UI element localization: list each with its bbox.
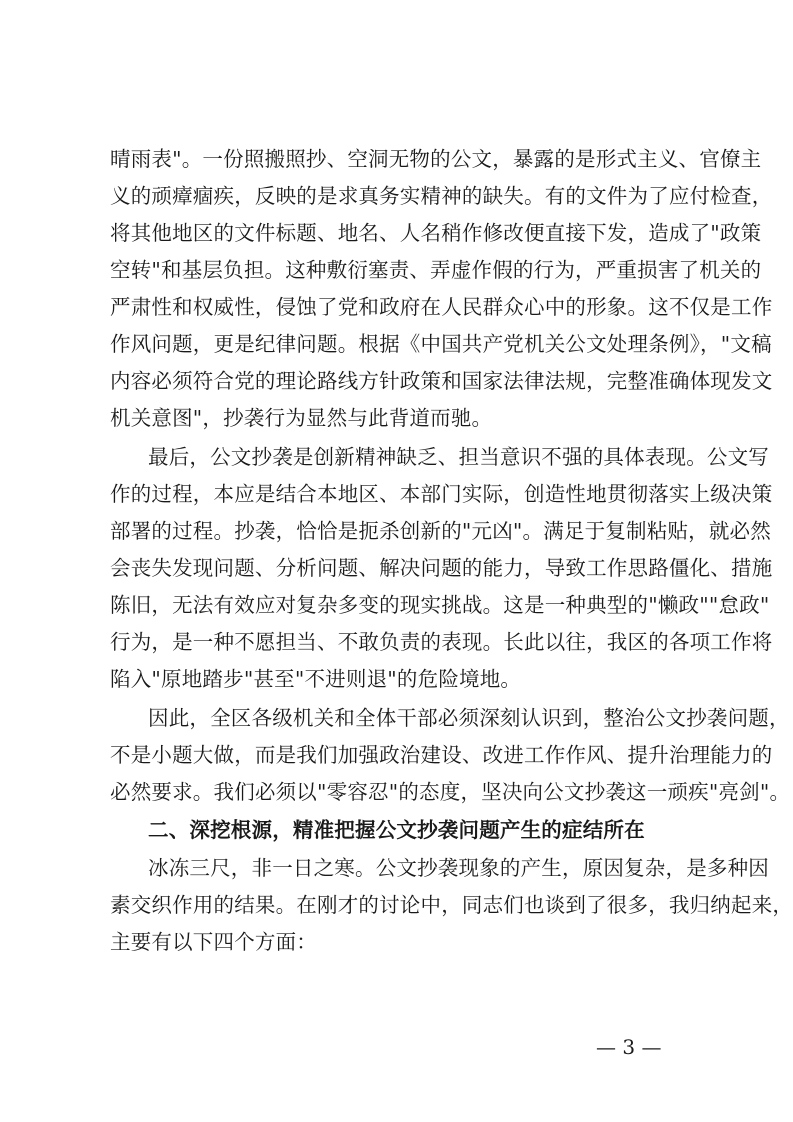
paragraph-line: 主要有以下四个方面： [110,930,317,954]
paragraph-first-line: 冰冻三尺，非一日之寒。公文抄袭现象的产生，原因复杂，是多种因 [148,856,769,880]
paragraph-line: 作的过程，本应是结合本地区、本部门实际，创造性地贯彻落实上级决策 [110,482,773,506]
paragraph-line: 义的顽瘴痼疾，反映的是求真务实精神的缺失。有的文件为了应付检查， [110,184,773,208]
paragraph-line: 内容必须符合党的理论路线方针政策和国家法律法规，完整准确体现发文 [110,369,773,393]
paragraph-line: 素交织作用的结果。在刚才的讨论中，同志们也谈到了很多，我归纳起来， [110,893,793,917]
paragraph-line: 行为，是一种不愿担当、不敢负责的表现。长此以往，我区的各项工作将 [110,630,773,654]
paragraph-line: 必然要求。我们必须以"零容忍"的态度，坚决向公文抄袭这一顽疾"亮剑"。 [110,780,791,804]
section-heading: 二、深挖根源，精准把握公文抄袭问题产生的症结所在 [148,818,645,842]
paragraph-line: 陷入"原地踏步"甚至"不进则退"的危险境地。 [110,667,522,691]
paragraph-line: 严肃性和权威性，侵蚀了党和政府在人民群众心中的形象。这不仅是工作 [110,295,773,319]
page-number: — 3 — [596,1035,662,1059]
paragraph-line: 机关意图"，抄袭行为显然与此背道而驰。 [110,406,493,430]
paragraph-line: 部署的过程。抄袭，恰恰是扼杀创新的"元凶"。满足于复制粘贴，就必然 [110,519,771,543]
paragraph-first-line: 因此，全区各级机关和全体干部必须深刻认识到，整治公文抄袭问题， [148,706,790,730]
paragraph-line: 不是小题大做，而是我们加强政治建设、改进工作作风、提升治理能力的 [110,743,773,767]
paragraph-line: 会丧失发现问题、分析问题、解决问题的能力，导致工作思路僵化、措施 [110,556,773,580]
paragraph-line: 空转"和基层负担。这种敷衍塞责、弄虚作假的行为，严重损害了机关的 [110,258,762,282]
paragraph-line: 陈旧，无法有效应对复杂多变的现实挑战。这是一种典型的"懒政""怠政" [110,593,770,617]
paragraph-line: 将其他地区的文件标题、地名、人名稍作修改便直接下发，造成了"政策 [110,221,762,245]
paragraph-line: 晴雨表"。一份照搬照抄、空洞无物的公文，暴露的是形式主义、官僚主 [110,147,762,171]
paragraph-line: 作风问题，更是纪律问题。根据《中国共产党机关公文处理条例》，"文稿 [110,332,772,356]
paragraph-first-line: 最后，公文抄袭是创新精神缺乏、担当意识不强的具体表现。公文写 [148,445,769,469]
